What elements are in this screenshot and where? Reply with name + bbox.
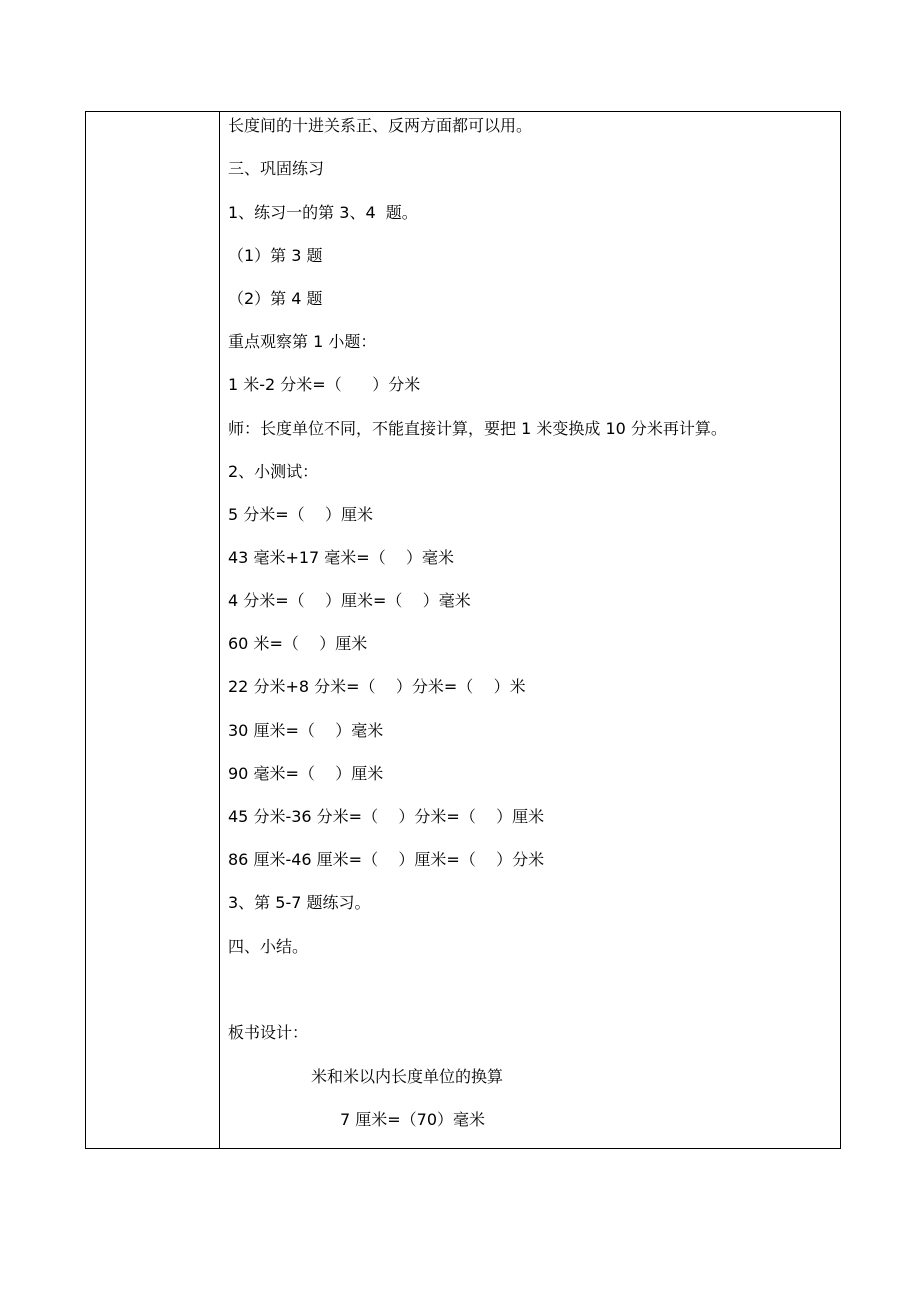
- exercise-line: 5 分米=（ ）厘米: [228, 505, 374, 524]
- text-line: 1、练习一的第 3、4 题。: [228, 203, 418, 222]
- section-heading-practice: 三、巩固练习: [228, 159, 325, 178]
- section-heading-summary: 四、小结。: [228, 937, 309, 956]
- exercise-line: 45 分米-36 分米=（ ）分米=（ ）厘米: [228, 807, 545, 826]
- text-line: 2、小测试：: [228, 462, 319, 481]
- board-example: 7 厘米=（70）毫米: [340, 1110, 486, 1129]
- lesson-table: [85, 111, 841, 1149]
- board-title: 米和米以内长度单位的换算: [311, 1067, 504, 1086]
- teacher-note: 师：长度单位不同，不能直接计算，要把 1 米变换成 10 分米再计算。: [228, 419, 727, 438]
- text-line: 重点观察第 1 小题：: [228, 332, 377, 351]
- exercise-line: 30 厘米=（ ）毫米: [228, 721, 384, 740]
- board-design-label: 板书设计：: [228, 1023, 309, 1042]
- left-column-cell: [86, 112, 219, 1148]
- exercise-line: 43 毫米+17 毫米=（ ）毫米: [228, 548, 455, 567]
- exercise-line: 86 厘米-46 厘米=（ ）厘米=（ ）分米: [228, 850, 545, 869]
- text-line: （2）第 4 题: [228, 289, 323, 308]
- exercise-line: 60 米=（ ）厘米: [228, 634, 368, 653]
- exercise-line: 4 分米=（ ）厘米=（ ）毫米: [228, 591, 471, 610]
- exercise-line: 1 米-2 分米=（ ）分米: [228, 375, 421, 394]
- text-line: 3、第 5-7 题练习。: [228, 893, 371, 912]
- column-divider: [219, 112, 220, 1148]
- text-line: 长度间的十进关系正、反两方面都可以用。: [228, 116, 533, 135]
- exercise-line: 22 分米+8 分米=（ ）分米=（ ）米: [228, 677, 526, 696]
- exercise-line: 90 毫米=（ ）厘米: [228, 764, 384, 783]
- text-line: （1）第 3 题: [228, 246, 323, 265]
